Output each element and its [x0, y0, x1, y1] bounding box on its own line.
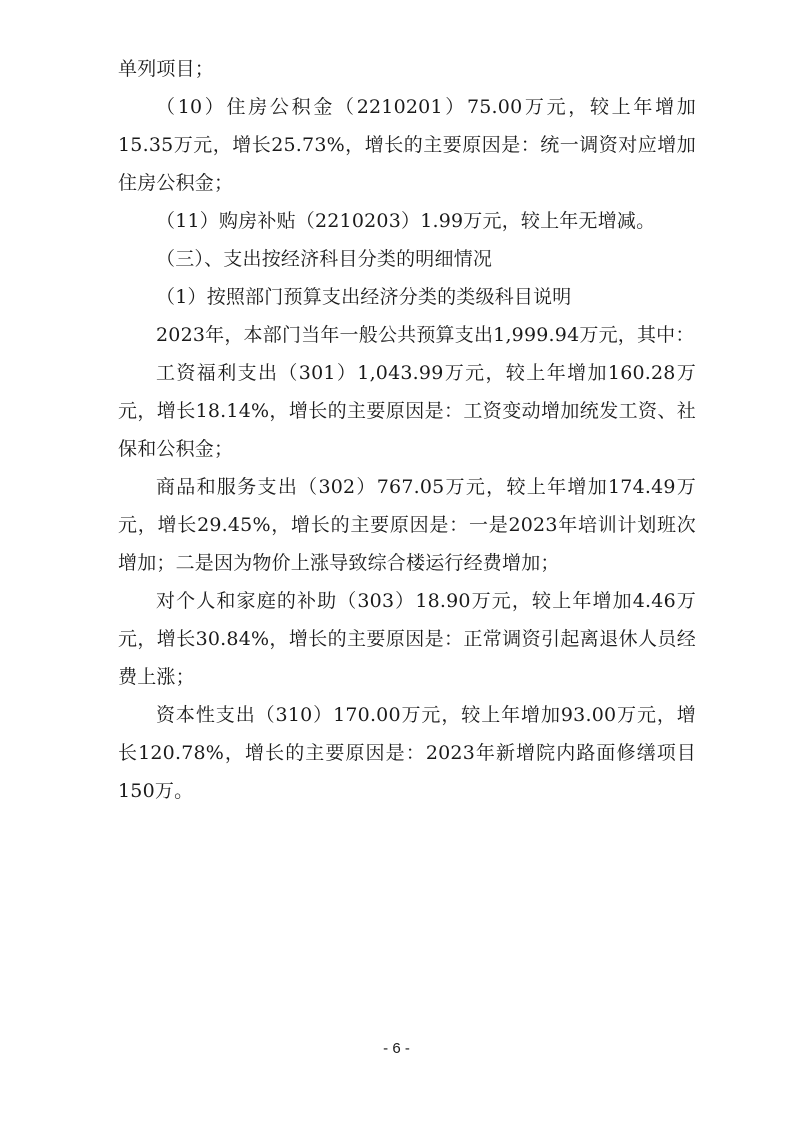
paragraph-individual-household: 对个人和家庭的补助（303）18.90万元，较上年增加4.46万元，增长30.84%，增长的主要原因是：正常调资引起离退休人员经费上涨； — [118, 590, 696, 688]
subsection-heading-class-level: （1）按照部门预算支出经济分类的类级科目说明 — [156, 286, 572, 308]
paragraph-goods-services: 商品和服务支出（302）767.05万元，较上年增加174.49万元，增长29.45%，增长的主要原因是：一是2023年培训计划班次增加；二是因为物价上涨导致综合楼运行经费增加； — [118, 476, 696, 574]
paragraph-total-expenditure: 2023年，本部门当年一般公共预算支出1,999.94万元，其中： — [156, 324, 695, 346]
page-number: - 6 - — [383, 1040, 410, 1057]
paragraph-housing-fund: （10）住房公积金（2210201）75.00万元，较上年增加15.35万元，增长25.73%，增长的主要原因是：统一调资对应增加住房公积金； — [118, 96, 696, 194]
paragraph-housing-subsidy: （11）购房补贴（2210203）1.99万元，较上年无增减。 — [156, 210, 656, 232]
paragraph-capital-expenditure: 资本性支出（310）170.00万元，较上年增加93.00万元，增长120.78%，增长的主要原因是：2023年新增院内路面修缮项目150万。 — [118, 704, 696, 802]
paragraph-continued-item: 单列项目； — [118, 58, 215, 80]
document-body — [118, 50, 696, 810]
paragraph-wage-welfare: 工资福利支出（301）1,043.99万元，较上年增加160.28万元，增长18.14%，增长的主要原因是：工资变动增加统发工资、社保和公积金； — [118, 362, 696, 460]
section-heading-economic-classification: （三）、支出按经济科目分类的明细情况 — [156, 248, 493, 270]
